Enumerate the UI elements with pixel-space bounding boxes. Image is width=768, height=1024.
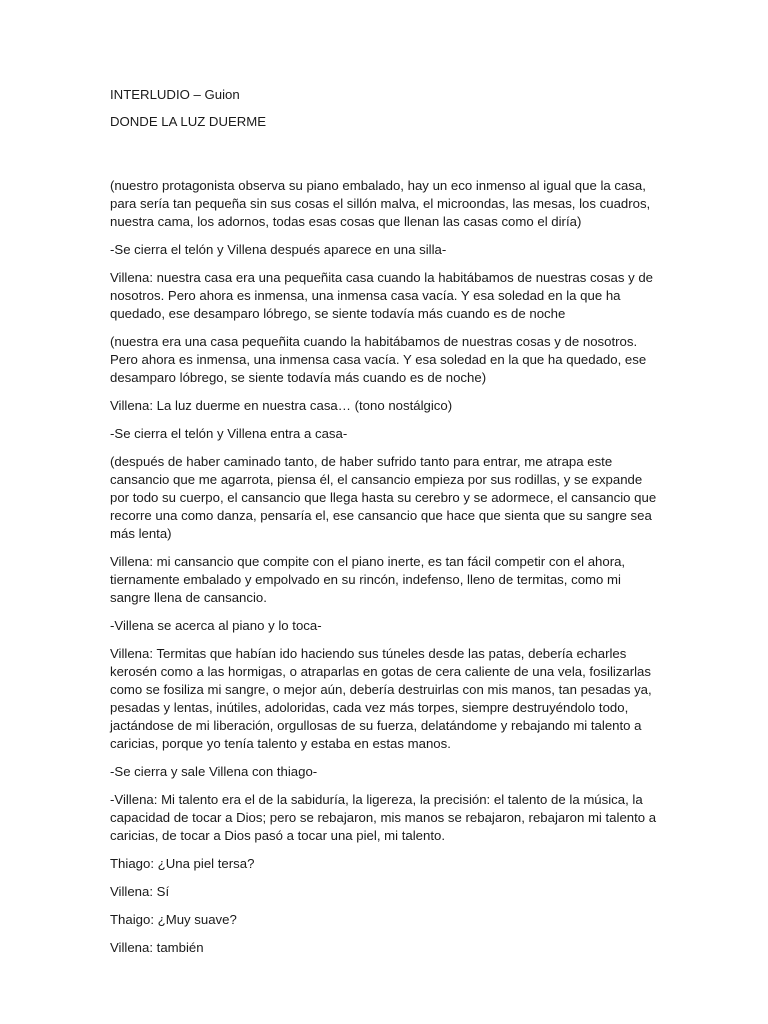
paragraph-dialogue: Villena: también — [110, 940, 204, 955]
paragraph-dialogue: Villena: Sí — [110, 884, 170, 899]
document-subtitle: DONDE LA LUZ DUERME — [110, 114, 267, 129]
paragraph-stage-direction: -Se cierra y sale Villena con thiago- — [110, 764, 318, 779]
paragraph-dialogue: Villena: nuestra casa era una pequeñita casa cuando la habitábamos de nuestras cosas y de nosotros. Pero ahora es inmensa, una inmensa casa vacía. Y esa soledad en la que ha quedado, ese desamparo lóbrego, se siente todavía más cuando es de noche — [110, 270, 654, 321]
paragraph-stage-direction: -Se cierra el telón y Villena entra a casa- — [110, 426, 348, 441]
paragraph-dialogue: Thiago: ¿Una piel tersa? — [110, 856, 255, 871]
document-body — [110, 86, 662, 967]
paragraph-stage-direction: -Se cierra el telón y Villena después aparece en una silla- — [110, 242, 447, 257]
paragraph-dialogue: Villena: mi cansancio que compite con el piano inerte, es tan fácil competir con el ahora, tiernamente embalado y empolvado en su rincón, indefenso, lleno de termitas, como mi sangre llena de cansancio. — [110, 554, 626, 605]
document-title: INTERLUDIO – Guion — [110, 87, 240, 102]
paragraph-stage-direction: -Villena se acerca al piano y lo toca- — [110, 618, 322, 633]
paragraph-stage-direction: (nuestra era una casa pequeñita cuando la habitábamos de nuestras cosas y de nosotros. Pero ahora es inmensa, una inmensa casa vacía. Y esa soledad en la que ha quedado, ese desamparo lóbrego, se siente todavía más cuando es de noche) — [110, 334, 647, 385]
paragraph-dialogue: Thaigo: ¿Muy suave? — [110, 912, 237, 927]
paragraph-stage-direction: (nuestro protagonista observa su piano embalado, hay un eco inmenso al igual que la casa, para sería tan pequeña sin sus cosas el sillón malva, el microondas, las mesas, los cuadros, nuestra cama, los adornos, todas esas cosas que llenan las casas como el diría) — [110, 178, 651, 229]
paragraph-dialogue: Villena: Termitas que habían ido haciendo sus túneles desde las patas, debería echarles kerosén como a las hormigas, o atraparlas en gotas de cera caliente de una vela, fosilizarlas como se fosiliza mi sangre, o mejor aún, debería destruirlas con mis manos, tan pesadas ya, pesadas y lentas, inútiles, adoloridas, cada vez más torpes, siempre destruyéndolo todo, jactándose de mi liberación, orgullosas de su fuerza, delatándome y rebajando mi talento a caricias, porque yo tenía talento y estaba en estas manos. — [110, 646, 652, 751]
paragraph-stage-direction: (después de haber caminado tanto, de haber sufrido tanto para entrar, me atrapa este cansancio que me agarrota, piensa él, el cansancio empieza por sus rodillas, y se expande por todo su cuerpo, el cansancio que llega hasta su cerebro y se adormece, el cansancio que recorre una como danza, pensaría el, ese cansancio que hace que sienta que su sangre sea más lenta) — [110, 454, 657, 541]
paragraph-dialogue: -Villena: Mi talento era el de la sabiduría, la ligereza, la precisión: el talento de la música, la capacidad de tocar a Dios; pero se rebajaron, mis manos se rebajaron, rebajaron mi talento a caricias, de tocar a Dios pasó a tocar una piel, mi talento. — [110, 792, 657, 843]
paragraph-dialogue: Villena: La luz duerme en nuestra casa… (tono nostálgico) — [110, 398, 453, 413]
